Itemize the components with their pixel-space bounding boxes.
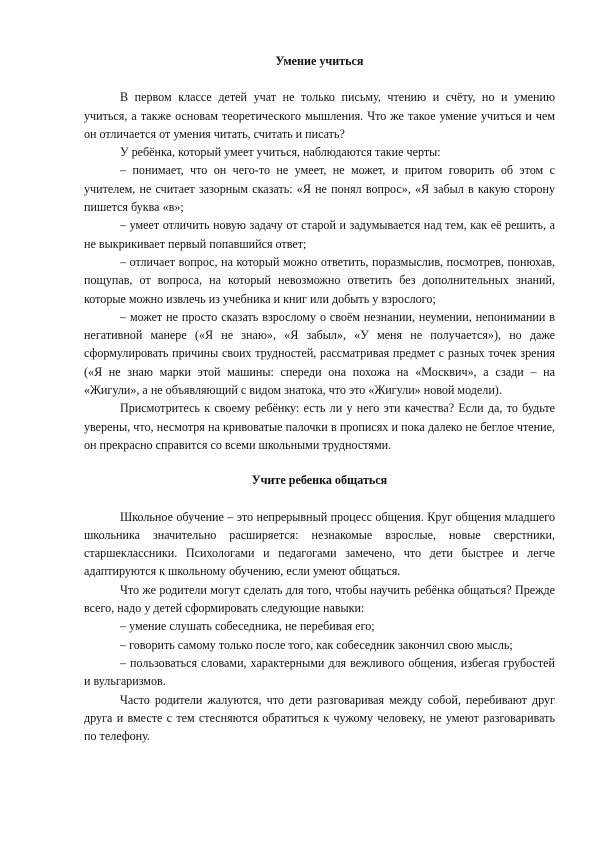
paragraph: Часто родители жалуются, что дети разговаривая между собой, перебивают друг друга и вместе с тем стесняются обратиться к чужому человеку, не умеют разговаривать по телефону.	[84, 692, 555, 744]
section-title-communication: Учите ребенка общаться	[251, 473, 388, 488]
list-item: – может не просто сказать взрослому о своём незнании, неумении, непонимании в негативной манере («Я не знаю», «Я забыл», «У меня не получается»), но даже сформулировать причины своих трудностей, рассматривая предмет с разных точек зрения («Я не знаю марки этой машины: спереди она похожа на «Москвич», а сзади – на «Жигули», а не объявляющий с видом знатока, что это «Жигули» новой модели).	[84, 309, 555, 398]
paragraph: Школьное обучение – это непрерывный процесс общения. Круг общения младшего школьника значительно расширяется: незнакомые взрослые, новые сверстники, старшеклассники. Психологами и педагогами замечено, что дети быстрее и легче адаптируются к школьному обучению, если умеют общаться.	[84, 509, 555, 579]
list-item: – пользоваться словами, характерными для вежливого общения, избегая грубостей и вульгаризмов.	[84, 655, 555, 689]
list-item: – говорить самому только после того, как собеседник закончил свою мысль;	[120, 637, 513, 652]
list-item: – умение слушать собеседника, не перебивая его;	[120, 619, 375, 634]
list-item: – отличает вопрос, на который можно ответить, поразмыслив, посмотрев, понюхав, пощупав, от вопроса, на который невозможно ответить без дополнительных знаний, которые можно извлечь из учебника и книг или добыть у взрослого;	[84, 254, 555, 306]
paragraph: У ребёнка, который умеет учиться, наблюдаются такие черты:	[120, 145, 441, 160]
list-item: – понимает, что он чего-то не умеет, не может, и притом говорить об этом с учителем, не считает зазорным сказать: «Я не понял вопрос», «Я забыл в какую сторону пишется буква «в»;	[84, 163, 555, 215]
section-title-learning: Умение учиться	[275, 54, 364, 68]
paragraph: Что же родители могут сделать для того, чтобы научить ребёнка общаться? Прежде всего, надо у детей сформировать следующие навыки:	[84, 582, 555, 616]
document-page	[84, 52, 555, 745]
paragraph: Присмотритесь к своему ребёнку: есть ли у него эти качества? Если да, то будьте уверены, что, несмотря на кривоватые палочки в прописях и пока далеко не беглое чтение, он прекрасно справится со всеми школьными трудностями.	[84, 401, 555, 452]
paragraph: В первом классе детей учат не только письму, чтению и счёту, но и умению учиться, а также основам теоретического мышления. Что же такое умение учиться и чем он отличается от умения читать, считать и писать?	[84, 90, 555, 141]
list-item: – умеет отличить новую задачу от старой и задумывается над тем, как её решить, а не выкрикивает первый попавшийся ответ;	[84, 218, 555, 251]
